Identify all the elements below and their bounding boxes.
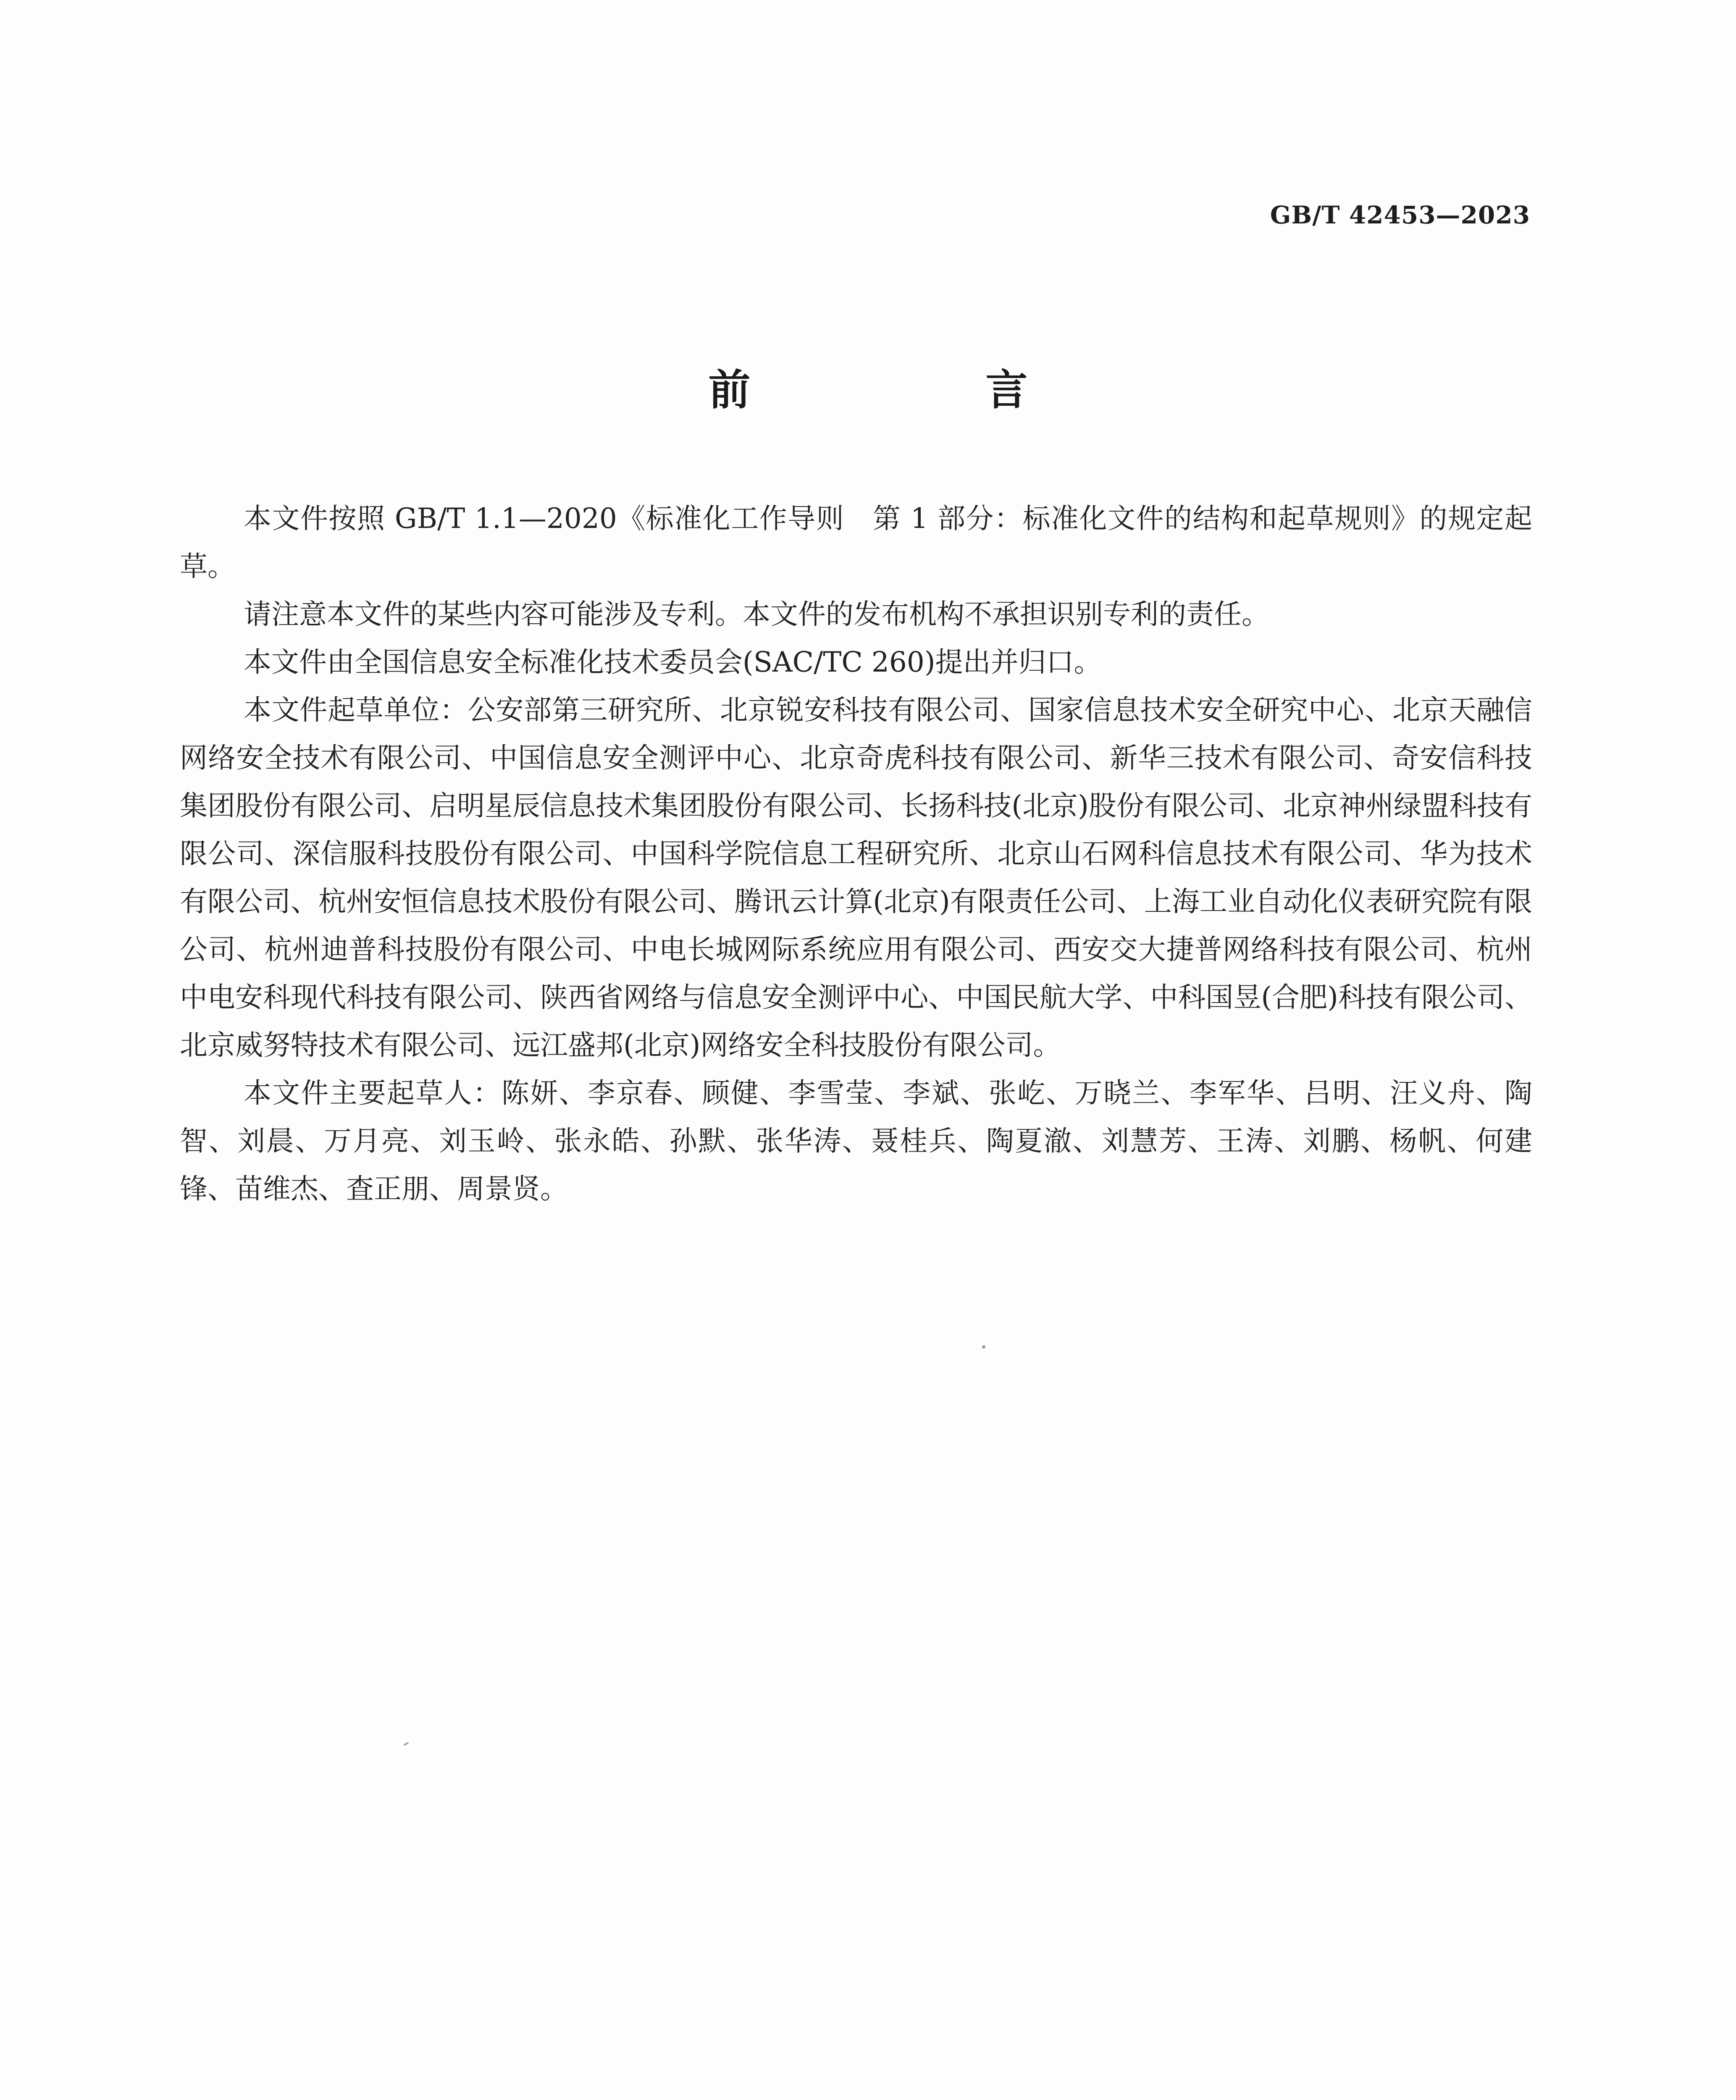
standard-number: GB/T 42453—2023 (1270, 201, 1530, 229)
paragraph-drafting-units: 本文件起草单位：公安部第三研究所、北京锐安科技有限公司、国家信息技术安全研究中心、北京天融信网络安全技术有限公司、中国信息安全测评中心、北京奇虎科技有限公司、新华三技术有限公司、奇安信科技集团股份有限公司、启明星辰信息技术集团股份有限公司、长扬科技(北京)股份有限公司、北京神州绿盟科技有限公司、深信服科技股份有限公司、中国科学院信息工程研究所、北京山石网科信息技术有限公司、华为技术有限公司、杭州安恒信息技术股份有限公司、腾讯云计算(北京)有限责任公司、上海工业自动化仪表研究院有限公司、杭州迪普科技股份有限公司、中电长城网际系统应用有限公司、西安交大捷普网络科技有限公司、杭州中电安科现代科技有限公司、陕西省网络与信息安全测评中心、中国民航大学、中科国昱(合肥)科技有限公司、北京威努特技术有限公司、远江盛邦(北京)网络安全科技股份有限公司。 (180, 694, 1532, 1061)
foreword-body (180, 495, 1532, 1213)
paragraph-proposer: 本文件由全国信息安全标准化技术委员会(SAC/TC 260)提出并归口。 (244, 646, 1102, 678)
page-title: 前 言 (708, 365, 1124, 415)
scan-speck (403, 1742, 409, 1746)
paragraph-drafting-rules: 本文件按照 GB/T 1.1—2020《标准化工作导则 第 1 部分：标准化文件的结构和起草规则》的规定起草。 (180, 502, 1532, 583)
paragraph-main-drafters: 本文件主要起草人：陈妍、李京春、顾健、李雪莹、李斌、张屹、万晓兰、李军华、吕明、汪义舟、陶智、刘晨、万月亮、刘玉岭、张永皓、孙默、张华涛、聂桂兵、陶夏澈、刘慧芳、王涛、刘鹏、杨帆、何建锋、苗维杰、査正朋、周景贤。 (180, 1077, 1532, 1205)
scan-speck (982, 1345, 985, 1349)
paragraph-patent-notice: 请注意本文件的某些内容可能涉及专利。本文件的发布机构不承担识别专利的责任。 (244, 598, 1269, 630)
